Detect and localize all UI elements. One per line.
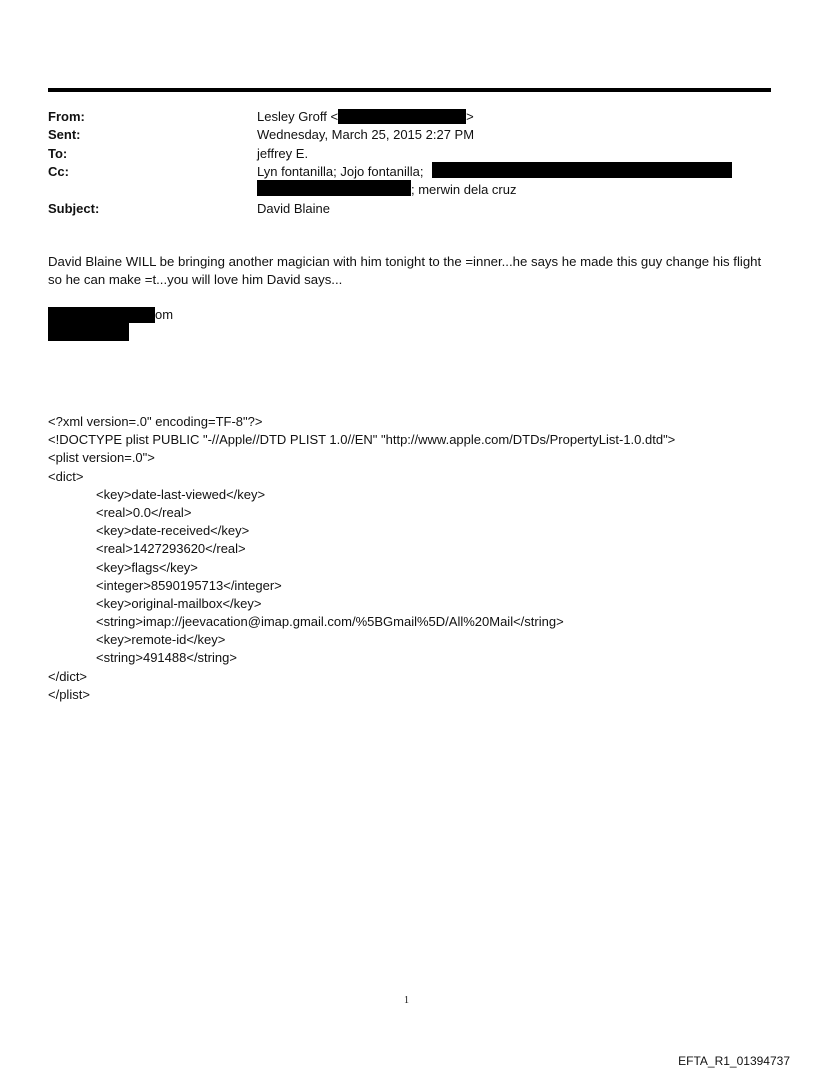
from-close: >: [466, 109, 474, 124]
plist-line: <?xml version=.0" encoding=TF-8"?>: [48, 414, 263, 429]
plist-line: <real>0.0</real>: [96, 504, 192, 520]
message-body: David Blaine WILL be bringing another magician with him tonight to the =inner...he says he made this guy change his flight so he can make =t...you will love him David says...: [48, 254, 762, 287]
from-name: Lesley Groff <: [257, 109, 339, 124]
plist-line: </plist>: [48, 686, 90, 702]
plist-line: <key>original-mailbox</key>: [96, 595, 262, 611]
subject-label: Subject:: [48, 201, 100, 216]
plist-line: <dict>: [48, 468, 84, 484]
plist-line: <string>491488</string>: [96, 650, 237, 666]
redaction-box: [48, 323, 129, 341]
plist-line: <integer>8590195713</integer>: [96, 577, 282, 593]
redaction-box: [257, 180, 411, 196]
to-label: To:: [48, 146, 68, 161]
plist-line: <plist version=.0">: [48, 450, 155, 466]
plist-line: </dict>: [48, 668, 88, 684]
cc-names: Lyn fontanilla; Jojo fontanilla;: [257, 164, 424, 179]
cc-label: Cc:: [48, 164, 69, 179]
plist-line: <key>flags</key>: [96, 559, 198, 575]
signature-fragment: om: [155, 307, 174, 322]
sent-label: Sent:: [48, 127, 81, 142]
redaction-box: [338, 109, 466, 124]
cc-value-line2: ; merwin dela cruz: [411, 182, 517, 197]
to-value: jeffrey E.: [257, 146, 309, 161]
sent-value: Wednesday, March 25, 2015 2:27 PM: [257, 127, 475, 142]
cc-value-line1: [257, 163, 423, 180]
header-rule: [48, 88, 771, 92]
plist-line: <key>remote-id</key>: [96, 632, 226, 648]
plist-block: [48, 413, 675, 704]
plist-line: <!DOCTYPE plist PUBLIC "-//Apple//DTD PLIST 1.0//EN" "http://www.apple.com/DTDs/PropertyList-1.0.dtd">: [48, 432, 676, 448]
from-value: [257, 108, 474, 125]
page-number: 1: [404, 995, 409, 1006]
document-id: EFTA_R1_01394737: [678, 1054, 790, 1068]
plist-line: <key>date-last-viewed</key>: [96, 486, 266, 502]
subject-value: David Blaine: [257, 201, 330, 216]
redaction-box: [432, 162, 732, 178]
plist-line: <real>1427293620</real>: [96, 541, 246, 557]
plist-line: <string>imap://jeevacation@imap.gmail.com/%5BGmail%5D/All%20Mail</string>: [96, 614, 564, 630]
plist-line: <key>date-received</key>: [96, 523, 250, 539]
from-label: From:: [48, 109, 85, 124]
redaction-box: [48, 307, 155, 323]
